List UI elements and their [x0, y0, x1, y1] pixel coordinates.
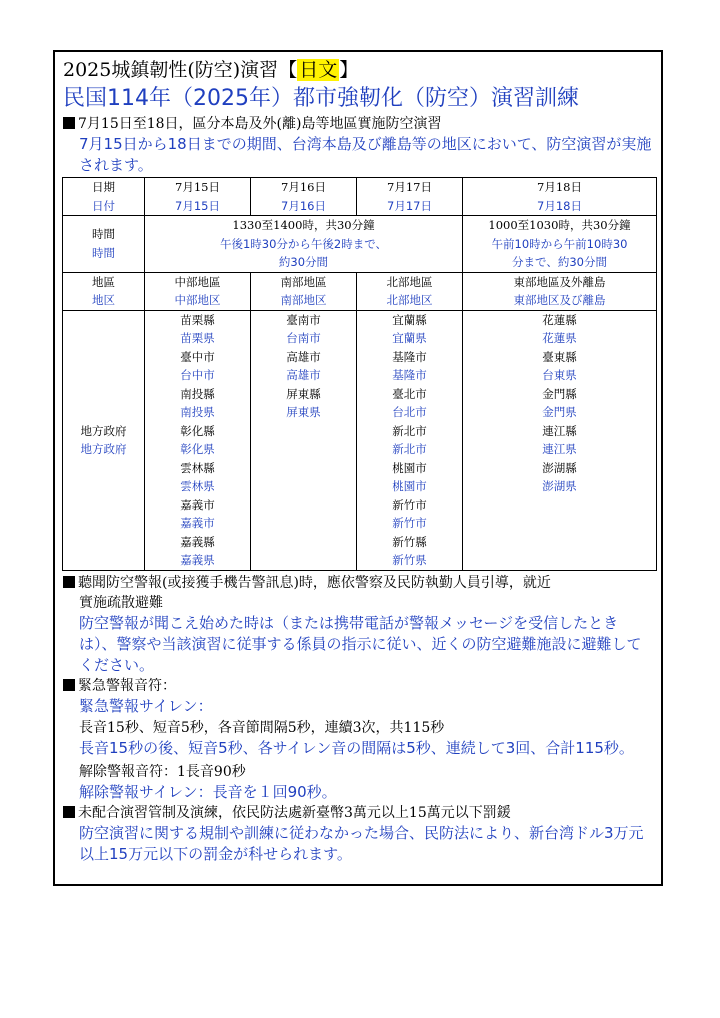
- section-penalty-zh: 未配合演習管制及演練，依民防法處新臺幣3萬元以上15萬元以下罰鍰: [78, 804, 511, 821]
- region-cell: [463, 272, 657, 310]
- section-penalty-heading: [63, 803, 655, 823]
- section-schedule-zh: 7月15日至18日，區分本島及外(離)島等地區實施防空演習: [78, 116, 442, 132]
- date-cell: [463, 178, 657, 216]
- square-bullet-icon: [63, 576, 75, 588]
- release-ja-label: 解除警報サイレン：: [79, 782, 213, 801]
- siren-detail-ja: 長音15秒の後、短音5秒、各サイレン音の間隔は5秒、連続して3回、合計115秒。: [79, 738, 634, 757]
- gov-name-zh: 宜蘭縣: [392, 312, 427, 327]
- label-zh: 地方政府: [80, 423, 127, 438]
- gov-name-zh: 高雄市: [286, 349, 321, 364]
- gov-name-zh: 基隆市: [392, 349, 427, 364]
- gov-name-ja: 嘉義県: [180, 553, 215, 567]
- region-label-cell: [63, 272, 145, 310]
- gov-name-zh: 金門縣: [542, 386, 577, 401]
- gov-name-zh: 新竹市: [392, 497, 427, 512]
- gov-name-zh: 屏東縣: [286, 386, 321, 401]
- gov-name-ja: 新北市: [392, 442, 427, 456]
- section-evacuation-ja: 防空警報が聞こえ始めた時は（または携帯電話が警報メッセージを受信したときは）、警察や当該演習に従事する係員の指示に従い、近くの防空避難施設に避難してください。: [79, 613, 642, 674]
- title-japanese: 民国114年（2025年）都市強靭化（防空）演習訓練: [63, 86, 579, 111]
- gov-name-ja: 桃園市: [392, 479, 427, 493]
- date-cell: [251, 178, 357, 216]
- title-text: 2025城鎮韌性(防空)演習: [63, 59, 279, 81]
- gov-name-ja: 雲林県: [180, 479, 215, 493]
- gov-name-ja: 嘉義市: [180, 516, 215, 530]
- region-ja: 北部地区: [386, 293, 433, 307]
- label-ja: 地方政府: [80, 442, 127, 456]
- gov-name-ja: 南投県: [180, 405, 215, 419]
- table-row-time: [63, 216, 657, 273]
- label-zh: 日期: [92, 180, 115, 194]
- gov-name-ja: 基隆市: [392, 368, 427, 382]
- title-chinese: [63, 56, 655, 84]
- gov-name-ja: 苗栗県: [180, 331, 215, 345]
- gov-name-zh: 雲林縣: [180, 460, 215, 475]
- gov-name-ja: 高雄市: [286, 368, 321, 382]
- gov-name-zh: 桃園市: [392, 460, 427, 475]
- square-bullet-icon: [63, 679, 75, 691]
- gov-name-ja: 台北市: [392, 405, 427, 419]
- gov-name-zh: 臺中市: [180, 349, 215, 364]
- schedule-table: [62, 177, 657, 571]
- gov-name-ja: 澎湖県: [542, 479, 577, 493]
- gov-name-zh: 臺東縣: [542, 349, 577, 364]
- section-evacuation-zh-cont: 實施疏散避難: [79, 594, 163, 611]
- date-zh: 7月17日: [387, 180, 432, 194]
- notice-document: [63, 56, 655, 865]
- label-ja: 地区: [92, 293, 115, 307]
- gov-name-ja: 花蓮県: [542, 331, 577, 345]
- siren-detail-zh: 長音15秒、短音5秒，各音節間隔5秒，連續3次，共115秒: [79, 719, 445, 736]
- release-ja-value: 長音を１回90秒。: [212, 782, 337, 801]
- date-label-cell: [63, 178, 145, 216]
- date-zh: 7月16日: [281, 180, 326, 194]
- section-siren-heading: [63, 676, 655, 696]
- time-ja: 分まで、約30分間: [512, 255, 607, 269]
- time-label-cell: [63, 216, 145, 273]
- date-cell: [357, 178, 463, 216]
- gov-name-zh: 新北市: [392, 423, 427, 438]
- date-ja: 7月15日: [175, 198, 220, 213]
- section-evacuation-zh: 聽聞防空警報(或接獲手機告警訊息)時，應依警察及民防執勤人員引導，就近: [78, 574, 551, 591]
- table-row-date: [63, 178, 657, 216]
- region-zh: 中部地區: [174, 274, 221, 289]
- gov-name-zh: 新竹縣: [392, 534, 427, 549]
- date-zh: 7月15日: [175, 180, 220, 194]
- label-ja: 時間: [92, 245, 115, 260]
- region-ja: 南部地区: [280, 293, 327, 307]
- gov-name-zh: 嘉義縣: [180, 534, 215, 549]
- gov-name-zh: 南投縣: [180, 386, 215, 401]
- gov-name-zh: 彰化縣: [180, 423, 215, 438]
- release-zh: 解除警報音符：1長音90秒: [79, 763, 246, 780]
- gov-name-ja: 新竹県: [392, 553, 427, 567]
- gov-name-zh: 花蓮縣: [542, 312, 577, 327]
- time-ja: 午前10時から午前10時30: [491, 236, 628, 251]
- gov-name-ja: 台南市: [286, 331, 321, 345]
- gov-name-ja: 宜蘭県: [392, 331, 427, 345]
- date-ja: 7月18日: [537, 198, 582, 213]
- gov-name-ja: 新竹市: [392, 516, 427, 530]
- time-ja: 午後1時30分から午後2時まで、: [219, 236, 388, 251]
- date-cell: [145, 178, 251, 216]
- date-zh: 7月18日: [537, 180, 582, 194]
- table-row-region: [63, 272, 657, 310]
- region-zh: 南部地區: [280, 274, 327, 289]
- release-ja: [63, 782, 655, 803]
- bracket-close: 】: [339, 59, 359, 81]
- gov-name-ja: 連江県: [542, 442, 577, 456]
- gov-name-zh: 連江縣: [542, 423, 577, 438]
- document-frame: [53, 50, 663, 886]
- section-schedule-ja: 7月15日から18日までの期間、台湾本島及び離島等の地区において、防空演習が実施されます。: [79, 135, 652, 174]
- label-zh: 地區: [92, 274, 115, 289]
- section-siren-zh: 緊急警報音符：: [78, 677, 176, 694]
- section-penalty-ja: 防空演習に関する規制や訓練に従わなかった場合、民防法により、新台湾ドル3万元以上15万元以下の罰金が科せられます。: [79, 823, 644, 863]
- gov-name-zh: 嘉義市: [180, 497, 215, 512]
- gov-name-ja: 屏東県: [286, 405, 321, 419]
- language-tag: 日文: [299, 59, 338, 81]
- gov-name-ja: 彰化県: [180, 442, 215, 456]
- gov-name-zh: 臺北市: [392, 386, 427, 401]
- gov-list-central: [145, 310, 251, 570]
- label-ja: 日付: [92, 198, 115, 213]
- section-schedule-heading: [63, 114, 655, 134]
- gov-name-zh: 臺南市: [286, 312, 321, 327]
- region-cell: [251, 272, 357, 310]
- gov-list-east: [463, 310, 657, 570]
- gov-name-ja: 台中市: [180, 368, 215, 382]
- date-ja: 7月16日: [281, 198, 326, 213]
- gov-list-north: [357, 310, 463, 570]
- bracket-open: 【: [278, 59, 298, 81]
- label-zh: 時間: [92, 227, 115, 242]
- gov-list-south: [251, 310, 357, 570]
- gov-name-zh: 澎湖縣: [542, 460, 577, 475]
- gov-label-cell: [63, 310, 145, 570]
- time-ja: 約30分間: [278, 255, 329, 269]
- region-cell: [357, 272, 463, 310]
- section-siren-ja: 緊急警報サイレン：: [79, 696, 213, 715]
- time-span-cell: [145, 216, 463, 273]
- square-bullet-icon: [63, 806, 75, 818]
- time-last-cell: [463, 216, 657, 273]
- section-evacuation-heading: [63, 573, 655, 593]
- time-zh: 1000至1030時，共30分鐘: [488, 218, 631, 232]
- square-bullet-icon: [63, 117, 75, 129]
- time-zh: 1330至1400時，共30分鐘: [232, 218, 375, 232]
- region-zh: 北部地區: [386, 274, 433, 289]
- gov-name-ja: 金門県: [542, 405, 577, 419]
- date-ja: 7月17日: [387, 198, 432, 213]
- gov-name-ja: 台東県: [542, 368, 577, 382]
- region-cell: [145, 272, 251, 310]
- region-zh: 東部地區及外離島: [513, 274, 606, 289]
- table-row-government: [63, 310, 657, 570]
- gov-name-zh: 苗栗縣: [180, 312, 215, 327]
- region-ja: 中部地区: [174, 293, 221, 307]
- region-ja: 東部地区及び離島: [513, 293, 606, 307]
